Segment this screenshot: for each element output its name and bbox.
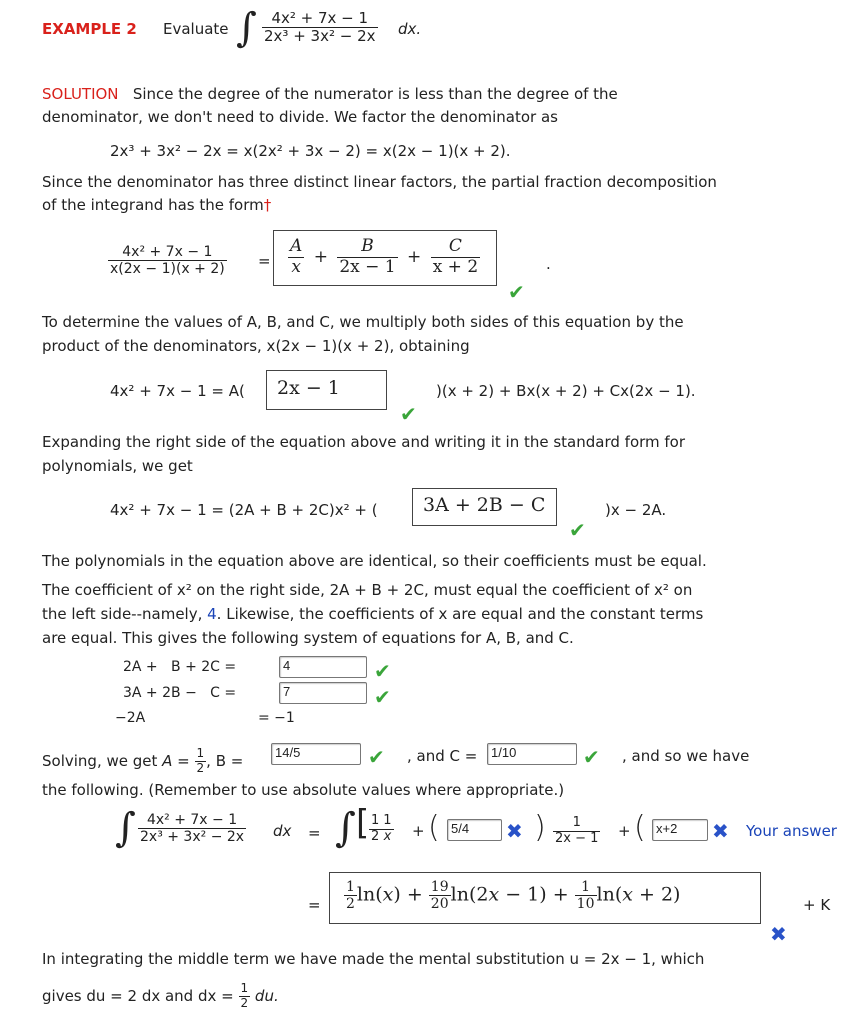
- evaluate-label: Evaluate: [163, 20, 229, 38]
- term-1: [369, 814, 394, 845]
- integrand-denominator: 2x³ + 3x² − 2x: [264, 27, 376, 46]
- dx-label: [398, 20, 421, 38]
- system-check-2-icon: ✔: [374, 685, 391, 709]
- final-answer-1[interactable]: 5/4: [447, 819, 502, 841]
- B-answer[interactable]: 14/5: [271, 743, 361, 765]
- system-row-1: 2A + B + 2C =: [123, 659, 237, 675]
- final-answer-1-x-icon: ✖: [506, 819, 523, 843]
- solution-line-3: Since the denominator has three distinct linear factors, the partial fraction decomposition: [42, 173, 717, 191]
- C-answer[interactable]: 1/10: [487, 743, 577, 765]
- eq2-answer-box[interactable]: 2x − 1: [266, 370, 387, 410]
- A-label: A =: [162, 751, 190, 770]
- pf-2x-1: 2x − 1: [339, 256, 396, 277]
- plus-K: + K: [803, 896, 831, 914]
- para-3-line-1: To determine the values of A, B, and C, we multiply both sides of this equation by the: [42, 313, 684, 331]
- pf-period: .: [546, 255, 551, 273]
- example-label: EXAMPLE 2: [42, 20, 137, 38]
- t1b-den: x: [381, 829, 393, 845]
- final-integrand: [138, 812, 246, 845]
- solution-label: SOLUTION: [42, 85, 119, 103]
- pf-B: B: [361, 236, 374, 256]
- para-6: the following. (Remember to use absolute values where appropriate.): [42, 781, 565, 799]
- final-int-num: 4x² + 7x − 1: [146, 812, 238, 828]
- eq3-answer-box[interactable]: 3A + 2B − C: [412, 488, 557, 526]
- solution-line-1: [42, 85, 618, 103]
- final-dx: [273, 822, 291, 840]
- factor-equation: 2x³ + 3x² − 2x = x(2x² + 3x − 2) = x(2x − 1)(x + 2).: [110, 142, 511, 160]
- final-answer-2-x-icon: ✖: [712, 819, 729, 843]
- solution-text-1a: Since the degree of the numerator is less than the degree of the: [132, 85, 618, 103]
- t1b-num: 1: [383, 813, 392, 828]
- pf-check-icon: ✔: [508, 280, 525, 304]
- B-check-icon: ✔: [368, 745, 385, 769]
- final-dx-text: dx: [273, 822, 292, 840]
- your-answer-link[interactable]: Your answer: [746, 822, 837, 840]
- C-check-icon: ✔: [583, 745, 600, 769]
- plus-2: +: [618, 822, 631, 840]
- integrand-fraction: [262, 10, 378, 46]
- system-check-1-icon: ✔: [374, 659, 391, 683]
- result-equals: =: [308, 896, 321, 914]
- para-4-line-2: polynomials, we get: [42, 457, 193, 475]
- result-x-icon: ✖: [770, 922, 787, 946]
- eq3-rhs: )x − 2A.: [605, 501, 667, 519]
- final-equals: =: [308, 824, 321, 842]
- t1-num: 1: [371, 813, 380, 828]
- dagger-footnote-link[interactable]: †: [263, 196, 272, 214]
- eq2-check-icon: ✔: [400, 402, 417, 426]
- pf-C: C: [448, 236, 462, 256]
- paren-close-1: ): [534, 810, 546, 845]
- pf-A: A: [290, 236, 303, 256]
- final-integral-sign: ∫: [115, 805, 136, 851]
- para-5-line-2: The coefficient of x² on the right side, 2A + B + 2C, must equal the coefficient of x² on: [42, 581, 693, 599]
- term-2: [553, 816, 600, 847]
- t1-den: 2: [371, 828, 380, 844]
- system-answer-1[interactable]: 4: [279, 656, 367, 678]
- para-5-line-3: [42, 605, 703, 623]
- pf-lhs-denominator: x(2x − 1)(x + 2): [110, 261, 225, 278]
- B-label: , B =: [206, 751, 244, 770]
- solution-line-2: denominator, we don't need to divide. We factor the denominator as: [42, 108, 558, 126]
- para-7-line-2: [42, 982, 279, 1011]
- solving-line: [42, 747, 243, 776]
- pf-equals: =: [258, 252, 271, 270]
- para-3-line-2: product of the denominators, x(2x − 1)(x + 2), obtaining: [42, 337, 470, 355]
- solution-line-4: [42, 196, 271, 214]
- plus-1: +: [412, 822, 425, 840]
- para-5-text-3b: . Likewise, the coefficients of x are equal and the constant terms: [216, 605, 704, 623]
- para-5-text-3a: the left side--namely,: [42, 605, 208, 623]
- t2-den: 2x − 1: [555, 830, 599, 846]
- eq3-check-icon: ✔: [569, 518, 586, 542]
- integral-sign: ∫: [236, 5, 257, 51]
- t2-num: 1: [572, 815, 581, 830]
- C-label: , and C =: [407, 747, 478, 765]
- pf-answer-box[interactable]: $\frac{A}{x}$ + $\frac{B}{2x - 1}$ + $\frac{C}{x + 2}$: [273, 230, 497, 286]
- pf-lhs: [108, 244, 227, 277]
- coefficient-value: 4: [207, 605, 217, 623]
- paren-open-1: (: [428, 810, 440, 845]
- integrand-numerator: 4x² + 7x − 1: [271, 9, 369, 27]
- system-row-3b: = −1: [258, 710, 295, 726]
- pf-lhs-numerator: 4x² + 7x − 1: [122, 244, 213, 260]
- eq3-lhs: 4x² + 7x − 1 = (2A + B + 2C)x² + (: [110, 501, 378, 519]
- system-answer-2[interactable]: 7: [279, 682, 367, 704]
- A-den: 2: [196, 760, 205, 775]
- para-7-text: gives du = 2 dx and dx =: [42, 986, 234, 1005]
- dx-text: dx.: [398, 20, 422, 38]
- p7-du: du.: [254, 986, 279, 1005]
- paren-open-2: (: [634, 810, 646, 845]
- para-5-line-1: The polynomials in the equation above are identical, so their coefficients must be equal.: [42, 552, 707, 570]
- system-row-3a: −2A: [115, 710, 146, 726]
- pf-x-2: x + 2: [432, 256, 479, 277]
- solving-post: , and so we have: [622, 747, 750, 765]
- solving-text: Solving, we get: [42, 751, 163, 770]
- para-5-line-4: are equal. This gives the following system of equations for A, B, and C.: [42, 629, 574, 647]
- system-row-2: 3A + 2B − C =: [123, 685, 237, 701]
- pf-x: x: [288, 257, 304, 278]
- eq2-lhs: [110, 382, 245, 400]
- final-integral-sign-2: ∫: [335, 805, 356, 851]
- solution-text-4: of the integrand has the form: [42, 196, 264, 214]
- left-bracket: [: [356, 803, 370, 843]
- p7-den: 2: [240, 995, 249, 1010]
- final-int-den: 2x³ + 3x² − 2x: [140, 829, 245, 846]
- p7-num: 1: [240, 981, 249, 995]
- para-7-line-1: In integrating the middle term we have made the mental substitution u = 2x − 1, which: [42, 950, 705, 968]
- A-num: 1: [196, 746, 205, 760]
- para-4-line-1: Expanding the right side of the equation above and writing it in the standard form for: [42, 433, 686, 451]
- eq2-lhs-text: 4x² + 7x − 1 = A(: [110, 382, 245, 400]
- final-answer-2[interactable]: x+2: [652, 819, 708, 841]
- eq2-rhs: )(x + 2) + Bx(x + 2) + Cx(2x − 1).: [436, 382, 696, 400]
- result-answer-box[interactable]: $\frac{1}{2}$ ln(x) + $\frac{19}{20}$ ln(2x − 1) + $\frac{1}{10}$ ln(x + 2): [329, 872, 761, 924]
